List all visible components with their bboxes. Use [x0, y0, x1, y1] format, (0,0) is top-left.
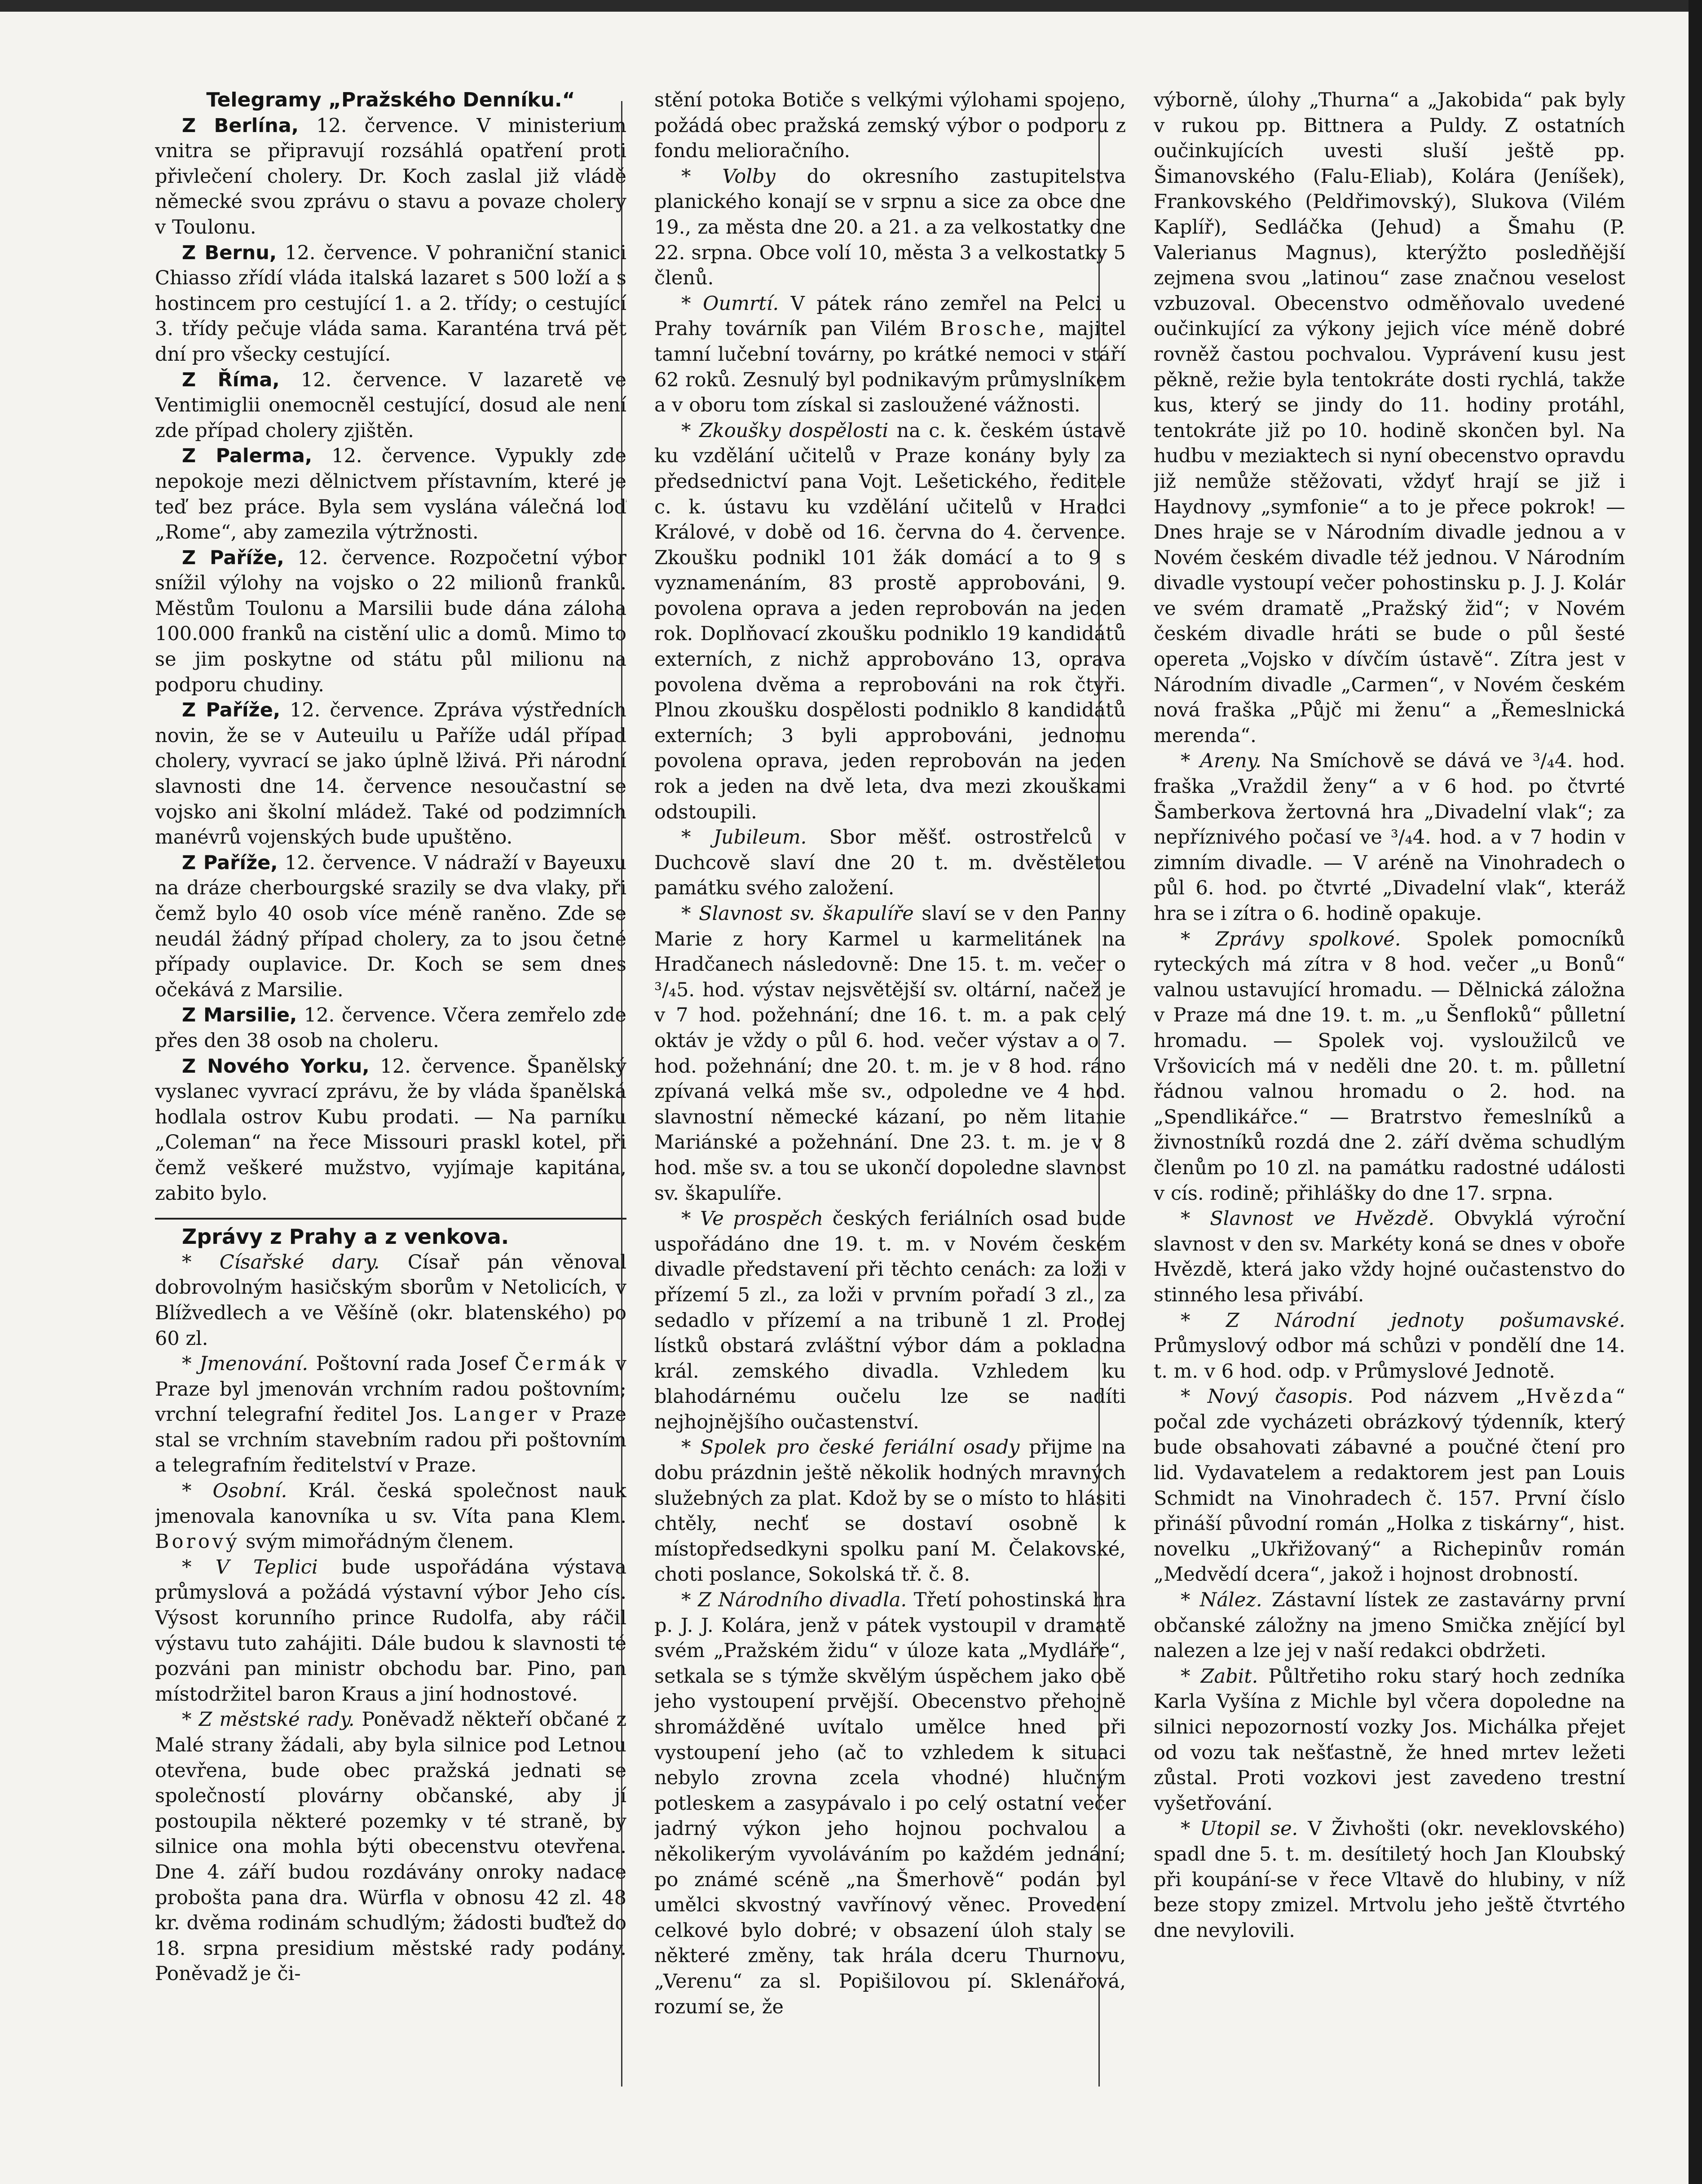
telegram-palermo: Z Palerma, 12. července. Vypukly zde nepokoje mezi dělnictvem přístavním, které je teď bez práce. Byla sem vyslána válečná loď „Rome“, aby zamezila výtržnosti.: [155, 445, 626, 544]
telegram-paris-2: Z Paříže, 12. července. Zpráva výstředních novin, že se v Auteuilu u Paříže udál případ cholery, vyvrací se jako úplně lživá. Při národní slavnosti dne 14. července nesoučastní se vojsko ani školní mládež. Také od podzimních manévrů vojenských bude upuštěno.: [155, 699, 626, 849]
news-item-city-council: * Z městské rady. Poněvadž někteří občané z Malé strany žádali, aby byla silnice pod Letnou otevřena, bude obec pražská jednati se společností plovárny občanské, aby jí postoupila některé pozemky v té straně, by silnice ona mohla býti obecenstvu otevřena. Dne 4. září budou rozdávány onroky nadace probošta pana dra. Würfla v obnosu 42 zl. 48 kr. dvěma rodinám schudlým; žádosti buďtež do 18. srpna presidium městské rady podány. Poněvadž je či-: [155, 1708, 626, 1985]
telegram-marseille: Z Marsilie, 12. července. Včera zemřelo zde přes den 38 osob na choleru.: [155, 1004, 626, 1052]
telegram-rome: Z Říma, 12. července. V lazaretě ve Ventimiglii onemocněl cestující, dosud ale není zde případ cholery zjištěn.: [155, 368, 626, 442]
telegrams-title: Telegramy „Pražského Denníku.“: [206, 88, 575, 111]
continued-paragraph: stění potoka Botiče s velkými výlohami spojeno, požádá obec pražská zemský výbor o podporu z fondu melioračního.: [654, 89, 1126, 163]
news-item-scapular: * Slavnost sv. škapulíře slaví se v den Panny Marie z hory Karmel u karmelitánek na Hradčanech následovně: Dne 15. t. m. večer o ³/₄5. hod. výstav nejsvětější sv. oltární, načež je v 7 hod. požehnání; dne 16. t. m. a pak celý oktáv je vždy o půl 6. hod. večer výstav a o 7. hod. požehnání; dne 20. t. m. je v 8 hod. ráno zpívaná velká mše sv., odpoledne ve 4 hod. slavnostní německé kázaní, po něm litanie Mariánské a požehnání. Dne 23. t. m. je v 8 hod. mše sv. a tou se ukončí dopoledne slavnost sv. škapulíře.: [654, 902, 1126, 1205]
telegram-paris-3: Z Paříže, 12. července. V nádraží v Bayeuxu na dráze cherbourgské srazily se dva vlaky, při čemž bylo 40 osob více méně raněno. Zde se neudál žádný případ cholery, za to jsou četné případy ouplavice. Dr. Koch se sem dnes očekává z Marsilie.: [155, 851, 626, 1001]
scan-border-right: [1689, 0, 1702, 2184]
news-item-national-theatre: * Z Národního divadla. Třetí pohostinská hra p. J. J. Kolára, jenž v pátek vystoupil v dramatě svém „Pražském židu“ v úloze kata „Mydláře“, setkala se s týmže skvělým úspěchem jako obě jeho vystoupení prvější. Obecenstvo přehojně shromážděné uvítalo umělce hned při vystoupení jeho (ač to vzhledem k situaci nebylo zrovna zcela vhodné) hlučným potleskem a zasypávalo i po celý ostatní večer jadrný výkon jeho hojnou pochvalou a několikerým vyvoláváním po každém jednání; po známé scéně „na Šmerhově“ podán byl umělci skvostný vavřínový věnec. Provedení celkové bylo dobré; v obsazení úloh staly se některé změny, tak hrála dceru Thurnovu, „Verenu“ za sl. Popišilovou pí. Sklenářová, rozumí se, že: [654, 1589, 1126, 2018]
column-1: [155, 88, 626, 2136]
news-item-exams: * Zkoušky dospělosti na c. k. českém ústavě ku vzdělání učitelů v Praze konány byly za předsednictví pana Vojt. Lešetického, ředitele c. k. ústavu ku vzdělání učitelů v Hradci Králové, v době od 16. června do 4. července. Zkoušku podnikl 101 žák domácí a to 9 s vyznamenáním, 83 prostě approbováni, 9. povolena oprava a jeden reprobován na jeden rok. Doplňovací zkoušku podniklo 19 kandidátů externích, z nichž approbováno 13, oprava povolena dvěma a reprobováni na rok čtyři. Plnou zkoušku dospělosti podniklo 8 kandidátů externích; 3 byli approbováni, jednomu povolena oprava, jeden reprobován na jeden rok a jeden na dvě leta, dva mezi zkouškami odstoupili.: [654, 419, 1126, 823]
news-item-benefit: * Ve prospěch českých feriálních osad bude uspořádáno dne 19. t. m. v Novém českém divadle představení při těchto cenách: za loži v přízemí 5 zl., za loži v prvním pořadí 3 zl., za sedadlo v přízemí a na tribuně 1 zl. Prodej lístků obstará zvláštní výbor dám a pokladna král. zemského divadla. Vzhledem ku blahodárnému oučelu lze se nadíti nejhojnějšího oučastenství.: [654, 1207, 1126, 1433]
continued-paragraph: výborně, úlohy „Thurna“ a „Jakobida“ pak byly v rukou pp. Bittnera a Puldy. Z ostatních oučinkujících uvesti sluší ještě pp. Šimanovského (Falu-Eliab), Kolára (Jeníšek), Frankovského (Peldřimovský), Slukova (Vilém Kaplíř), Sedláčka (Jehud) a Šmahu (P. Valerianus Magnus), kterýžto posledňější zejmena svou „latinou“ zase značnou veselost vzbuzoval. Obecenstvo odměňovalo uvedené oučinkující za výkony jejich více méně dobré rovněž častou pochvalou. Vyprávení kusu jest pěkně, režie byla tentokráte dosti rychlá, takže kus, který se jindy do 11. hodiny protáhl, tentokráte již po 10. hodině skončen byl. Na hudbu v meziaktech si nyní obecenstvo opravdu již nemůže stěžovati, vždyť hrají se již i Haydnovy „symfonie“ a to je přece pokrok! — Dnes hraje se v Národním divadle jednou a v Novém českém divadle též jednou. V Národním divadle vystoupí večer pohostinsku p. J. J. Kolár ve svém dramatě „Pražský žid“; v Novém českém divadle hráti se bude o půl šesté opereta „Vojsko v dívčím ústavě“. Zítra jest v Národním divadle „Carmen“, v Novém českém nová fraška „Půjč mi ženu“ a „Řemeslnická merenda“.: [1154, 89, 1625, 747]
telegram-paris-1: Z Paříže, 12. července. Rozpočetní výbor snížil výlohy na vojsko o 22 milionů franků. Městům Toulonu a Marsilii bude dána záloha 100.000 franků na cistění ulic a domů. Mimo to se jim poskytne od státu půl milionu na podporu chudiny.: [155, 546, 626, 696]
news-item-appointment: * Jmenování. Poštovní rada Josef Čermák v Praze byl jmenován vrchním radou poštovním; vrchní telegrafní ředitel Jos. Langer v Praze stal se vrchním stavebním radou při poštovním a telegrafním ředitelství v Praze.: [155, 1353, 626, 1477]
section-title: Zprávy z Prahy a z venkova.: [182, 1225, 509, 1249]
column-2: [654, 88, 1126, 2136]
news-item-drowned: * Utopil se. V Živhošti (okr. neveklovského) spadl dne 5. t. m. desítiletý hoch Jan Kloubský při koupání-se v řece Vltavě do hlubiny, v níž beze stopy zmizel. Mrtvolu jeho ještě čtvrtého dne nevylovili.: [1154, 1817, 1625, 1942]
news-item-killed: * Zabit. Půltřetiho roku starý hoch zedníka Karla Vyšína z Michle byl včera dopoledne na silnici nepozorností vozky Jos. Michálka přejet od vozu tak nešťastně, že hned mrtev ležeti zůstal. Proti vozkovi jest zavedeno trestní vyšetřování.: [1154, 1665, 1625, 1815]
news-item-elections: * Volby do okresního zastupitelstva planického konají se v srpnu a sice za obce dne 19., za města dne 20. a 21. a za velkostatky dne 22. srpna. Obce volí 10, města 3 a velkostatky 5 členů.: [654, 165, 1126, 290]
news-item-new-magazine: * Nový časopis. Pod názvem „Hvězda“ počal zde vycházeti obrázkový týdenník, který bude obsahovati zábavné a poučné čtení pro lid. Vydavatelem a redaktorem jest pan Louis Schmidt na Vinohradech č. 157. První číslo přináší původní román „Holka z tiskárny“, hist. novelku „Ukřižovaný“ a Richepinův román „Medvědí dcera“, jakož i hojnost drobností.: [1154, 1385, 1625, 1586]
news-item-obituary: * Oumrtí. V pátek ráno zemřel na Pelci u Prahy továrník pan Vilém Brosche, majitel tamní lučební továrny, po krátké nemoci v stáří 62 roků. Zesnulý byl podnikavým průmyslníkem a v oboru tom získal si zasloužené vážnosti.: [654, 292, 1126, 417]
section-divider: [155, 1218, 626, 1220]
telegram-new-york: Z Nového Yorku, 12. července. Španělský vyslanec vyvrací zprávu, že by vláda španělská hodlala ostrov Kubu prodati. — Na parníku „Coleman“ na řece Missouri praskl kotel, při čemž veškeré mužstvo, vyjímaje kapitána, zabito bylo.: [155, 1055, 626, 1205]
news-item-jubilee: * Jubileum. Sbor měšť. ostrostřelců v Duchcově slaví dne 20 t. m. dvěstěletou památku svého založení.: [654, 826, 1126, 900]
news-item-associations: * Zprávy spolkové. Spolek pomocníků ryteckých má zítra v 8 hod. večer „u Bonů“ valnou ustavující hromadu. — Dělnická záložna v Praze má dne 19. t. m. „u Šenfloků“ půlletní hromadu. — Spolek voj. vysloužilců ve Vršovicích má v neděli dne 20. t. m. půlletní řádnou valnou hromadu o 2. hod. na „Spendlikářce.“ — Bratrstvo řemeslníků a živnostníků rozdá dne 2. září dvěma schudlým členům po 10 zl. na památku radostné události v cís. rodině; přihlášky do dne 17. srpna.: [1154, 928, 1625, 1205]
news-item-sumava-union: * Z Národní jednoty pošumavské. Průmyslový odbor má schůzi v pondělí dne 14. t. m. v 6 hod. odp. v Průmyslové Jednotě.: [1154, 1309, 1625, 1383]
scan-border-top: [0, 0, 1702, 12]
news-item-teplice: * V Teplici bude uspořádána výstava průmyslová a požádá výstavní výbor Jeho cís. Výsost korunního prince Rudolfa, aby ráčil výstavu tuto zahájiti. Dále budou k slavnosti té pozváni pan ministr obchodu bar. Pino, pan místodržitel baron Kraus a jiní hodnostové.: [155, 1556, 626, 1706]
news-item-personal: * Osobní. Král. česká společnost nauk jmenovala kanovníka u sv. Víta pana Klem. Borový svým mimořádným členem.: [155, 1480, 626, 1553]
news-item-holiday-colonies: * Spolek pro české feriální osady přijme na dobu prázdnin ještě několik hodných mravných služebných za plat. Kdož by se o místo to hlásiti chtěly, nechť se dostaví osobně k místopředsedkyni spolku paní M. Čelakovské, choti poslance, Sokolská tř. č. 8.: [654, 1436, 1126, 1586]
newspaper-page: [155, 88, 1646, 2136]
news-item-star-celebration: * Slavnost ve Hvězdě. Obvyklá výroční slavnost v den sv. Markéty koná se dnes v oboře Hvězdě, která jako vždy hojné oučastenstvo do stinného lesa přivábí.: [1154, 1207, 1625, 1306]
telegram-bern: Z Bernu, 12. července. V pohraniční stanici Chiasso zřídí vláda italská lazaret s 500 loží a s hostincem pro cestující 1. a 2. třídy; o cestující 3. třídy pečuje vláda sama. Karanténa trvá pět dní pro všecky cestující.: [155, 241, 626, 366]
news-item-arenas: * Areny. Na Smíchově se dává ve ³/₄4. hod. fraška „Vraždil ženy“ a v 6 hod. po čtvrté Šamberkova žertovná hra „Divadelní vlak“; za nepříznivého počasí ve ³/₄4. hod. a v 7 hodin v zimním divadle. — V aréně na Vinohradech o půl 6. hod. po čtvrté „Divadelní vlak“, kteráž hra se i zítra o 6. hodině opakuje.: [1154, 750, 1625, 925]
news-item-imperial-gifts: * Císařské dary. Císař pán věnoval dobrovolným hasičským sborům v Netolicích, v Blížvedlech a ve Věšíně (okr. blatenského) po 60 zl.: [155, 1251, 626, 1350]
news-item-found: * Nález. Zástavní lístek ze zastavárny první občanské záložny na jmeno Smička znějící byl nalezen a lze jej v naší redakci obdržeti.: [1154, 1589, 1625, 1662]
column-3: [1154, 88, 1625, 2136]
telegram-berlin: Z Berlína, 12. července. V ministerium vnitra se připravují rozsáhlá opatření proti přivlečení cholery. Dr. Koch zaslal již vládě německé svou zprávu o stavu a povaze cholery v Toulonu.: [155, 114, 626, 239]
